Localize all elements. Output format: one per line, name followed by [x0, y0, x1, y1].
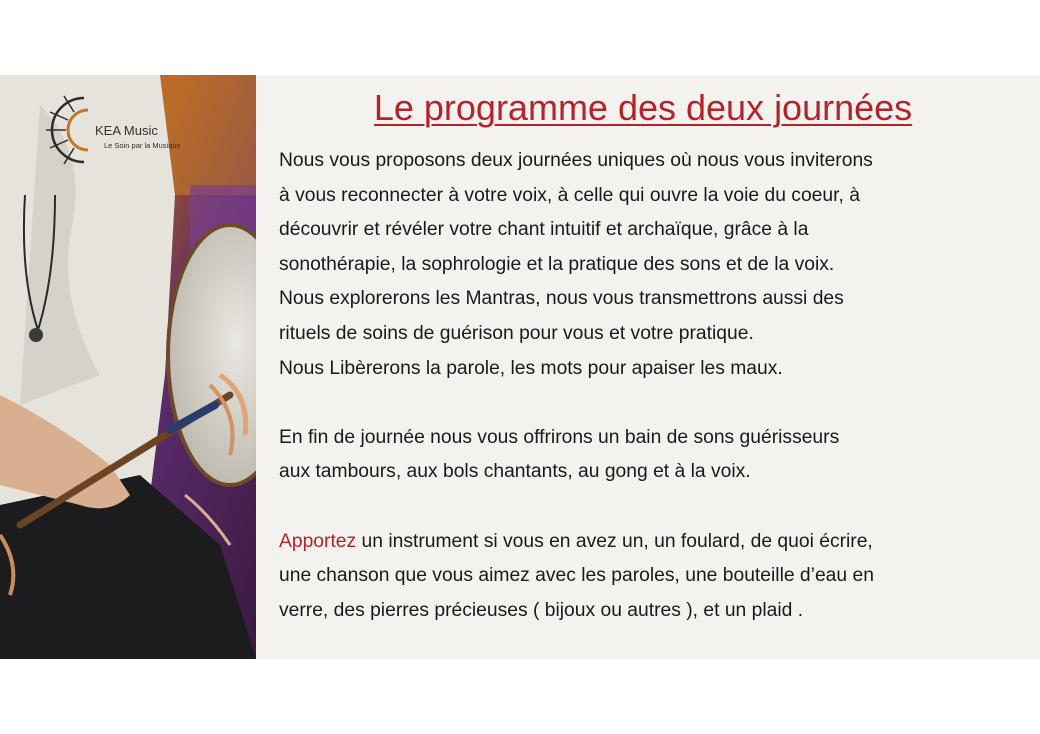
text-line: aux tambours, aux bols chantants, au gong et à la voix.: [279, 461, 751, 483]
text-line: une chanson que vous aimez avec les paroles, une bouteille d’eau en: [279, 565, 874, 587]
paragraph-gap: [279, 490, 1029, 525]
text-line: Nous vous proposons deux journées uniques où nous vous inviterons: [279, 150, 873, 171]
text-line: à vous reconnecter à votre voix, à celle qui ouvre la voie du coeur, à: [279, 184, 860, 206]
paragraph-bring: [279, 525, 1029, 629]
text-line: sonothérapie, la sophrologie et la pratique des sons et de la voix.: [279, 253, 835, 275]
paragraph-sound-bath: [279, 421, 1029, 490]
logo-brand: KEA Music: [95, 123, 158, 138]
paragraph-gap: [279, 386, 1029, 421]
bring-highlight: Apportez: [279, 530, 357, 552]
text-line: un instrument si vous en avez un, un foulard, de quoi écrire,: [356, 530, 873, 552]
text-line: verre, des pierres précieuses ( bijoux ou autres ), et un plaid .: [279, 599, 804, 621]
text-line: En fin de journée nous vous offrirons un bain de sons guérisseurs: [279, 426, 840, 448]
page-title: Le programme des deux journées: [373, 87, 913, 128]
sun-logo-icon: [44, 88, 100, 172]
text-line: découvrir et révéler votre chant intuitif et archaïque, grâce à la: [279, 219, 809, 241]
text-line: rituels de soins de guérison pour vous et votre pratique.: [279, 322, 754, 344]
paragraph-intro: [279, 144, 1029, 386]
program-text: [279, 144, 1029, 628]
text-line: Nous explorerons les Mantras, nous vous transmettrons aussi des: [279, 288, 844, 310]
text-line: Nous Libèrerons la parole, les mots pour apaiser les maux.: [279, 357, 783, 379]
logo-tagline: Le Soin par la Musique: [104, 141, 181, 150]
